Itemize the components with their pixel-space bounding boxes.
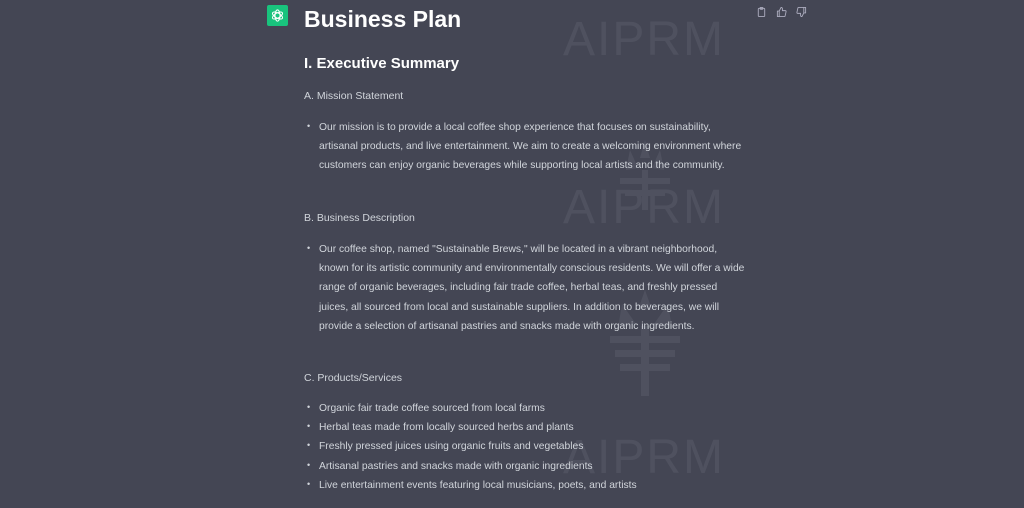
description-list [304,240,749,336]
watermark-text: AIPRM [563,13,726,66]
subsection-label: B. Business Description [304,212,415,224]
list-item: • Live entertainment events featuring local musicians, poets, and artists [304,476,749,495]
subsection-label: C. Products/Services [304,372,403,384]
list-item: • Freshly pressed juices using organic fruits and vegetables [304,437,749,456]
page-title: Business Plan [304,6,462,32]
list-item: • Our mission is to provide a local coffee shop experience that focuses on sustainability, artisanal products, and live entertainment. We aim to create a welcoming environment where customers can enjoy organic beverages while supporting local artists and the community. [304,118,749,176]
thumbs-down-icon [796,6,807,18]
assistant-avatar [267,5,288,26]
thumbs-down-button[interactable] [795,6,807,18]
clipboard-icon [756,6,767,18]
list-item: • Herbal teas made from locally sourced herbs and plants [304,418,749,437]
mission-list [304,118,749,176]
list-item: • Artisanal pastries and snacks made with organic ingredients [304,457,749,476]
subsection-label: A. Mission Statement [304,90,404,102]
openai-logo-icon [270,8,285,23]
thumbs-up-icon [776,6,787,18]
watermark-text: AIPRM [563,431,726,484]
list-item: • Our coffee shop, named "Sustainable Brews," will be located in a vibrant neighborhood, known for its artistic community and environmentally conscious residents. We will offer a wide range of organic beverages, including fair trade coffee, herbal teas, and freshly pressed juices, all sourced from local and sustainable suppliers. In addition to beverages, we will provide a selection of artisanal pastries and snacks made with organic ingredients. [304,240,749,336]
copy-button[interactable] [755,6,767,18]
section-heading: I. Executive Summary [304,55,460,72]
watermark-text: AIPRM [563,181,726,234]
products-list [304,399,749,495]
thumbs-up-button[interactable] [775,6,787,18]
list-item: • Organic fair trade coffee sourced from local farms [304,399,749,418]
message-actions [755,6,807,18]
